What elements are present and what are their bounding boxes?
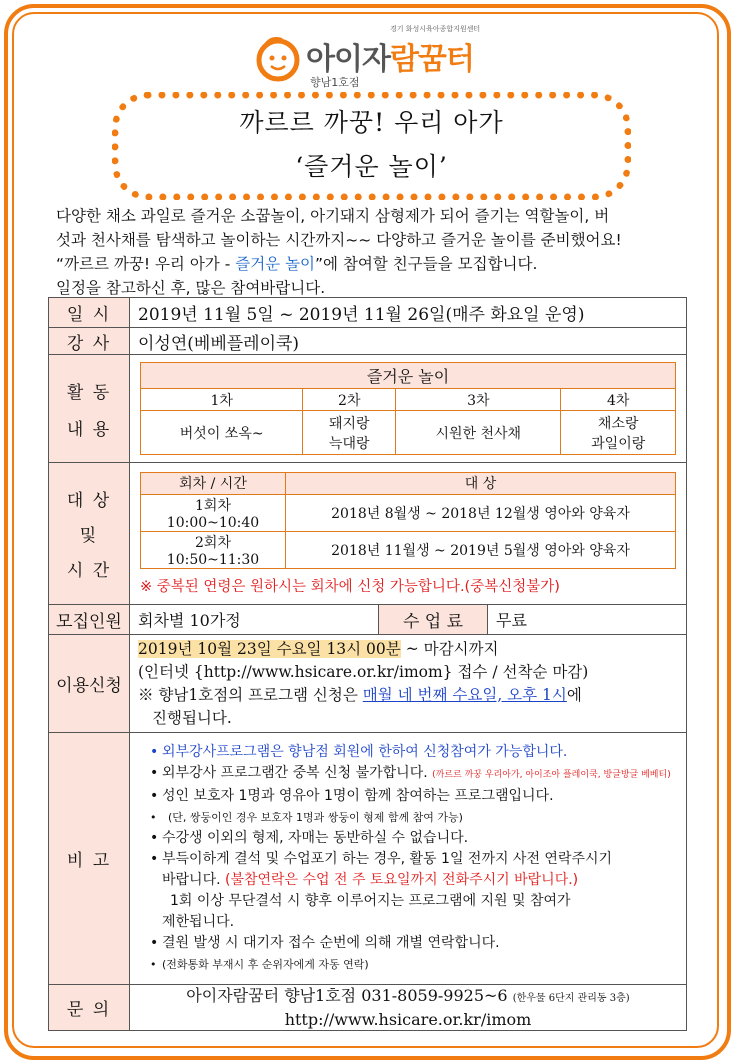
target-cell-value: 2018년 11월생 ~ 2019년 5월생 영아와 양육자 <box>286 531 676 568</box>
activity-round: 3차 <box>396 389 561 411</box>
activity-item: 채소랑 과일이랑 <box>561 411 676 455</box>
list-item: • 외부강사프로그램은 향남점 회원에 한하여 신청참여가 가능합니다. <box>162 742 678 763</box>
apply-line: ※ 향남1호점의 프로그램 신청은 매월 네 번째 수요일, 오후 1시에 <box>138 685 582 704</box>
activity-label: 활 동 내 용 <box>49 355 130 463</box>
notes-label: 비 고 <box>49 733 130 985</box>
contact-address: (한우물 6단지 관리동 3층) <box>512 993 630 1004</box>
intro-line: 섯과 천사채를 탐색하고 놀이하는 시간까지~~ 다양하고 즐거운 놀이를 준비했어요! <box>56 231 622 249</box>
activity-round: 2차 <box>303 389 396 411</box>
info-table <box>48 297 687 1031</box>
contact-cell <box>130 985 687 1031</box>
target-cell <box>130 463 687 605</box>
list-item: • 수강생 이외의 형제, 자매는 동반하실 수 없습니다. <box>162 828 678 849</box>
target-note: ※ 중복된 연령은 원하시는 회차에 신청 가능합니다.(중복신청불가) <box>140 578 560 595</box>
list-item: • 성인 보호자 1명과 영유아 1명이 함께 참여하는 프로그램입니다. <box>162 786 678 807</box>
activity-item: 버섯이 쏘옥~ <box>141 411 303 455</box>
date-label: 일 시 <box>49 298 130 328</box>
list-item: • 외부강사 프로그램간 중복 신청 불가합니다. (까르르 까꿍 우리아가, 아이조아 플레이쿡, 방글방글 베베티) <box>162 763 678 786</box>
fee-label: 수 업 료 <box>379 605 488 635</box>
target-col-target: 대 상 <box>286 472 676 494</box>
activity-header: 즐거운 놀이 <box>141 363 676 389</box>
list-item-sub: • (전화통화 부재시 후 순위자에게 자동 연락) <box>162 954 678 975</box>
notes-cell <box>130 733 687 985</box>
apply-line: (인터넷 {http://www.hsicare.or.kr/imom} 접수 / 선착순 마감) <box>138 662 589 681</box>
title-line1: 까르르 까꿍! 우리 아가 <box>239 108 504 137</box>
contact-label: 문 의 <box>49 985 130 1031</box>
activity-round: 1차 <box>141 389 303 411</box>
activity-table <box>140 362 676 455</box>
instructor-label: 강 사 <box>49 328 130 355</box>
title-line2: ‘즐거운 놀이’ <box>295 152 448 181</box>
apply-schedule-link: 매월 네 번째 수요일, 오후 1시 <box>362 685 567 704</box>
recruit-value: 회차별 10가정 <box>130 605 379 635</box>
table-row <box>141 494 676 531</box>
recruit-label: 모집인원 <box>49 605 130 635</box>
contact-phone: 아이자람꿈터 향남1호점 031-8059-9925~6 <box>186 986 508 1005</box>
branch-name: 향남1호점 <box>310 76 360 89</box>
activity-cell <box>130 355 687 463</box>
target-label: 대 상 및 시 간 <box>49 463 130 605</box>
title-box <box>112 92 631 200</box>
apply-line: 진행됩니다. <box>152 708 232 727</box>
apply-label: 이용신청 <box>49 635 130 733</box>
target-col-session: 회차 / 시간 <box>141 472 286 494</box>
list-item-sub: • (단, 쌍둥이인 경우 보호자 1명과 쌍둥이 형제 함께 참여 가능) <box>162 807 678 828</box>
center-logo <box>254 22 494 92</box>
notes-list <box>148 742 678 975</box>
activity-item: 돼지랑 늑대랑 <box>303 411 396 455</box>
date-value: 2019년 11월 5일 ~ 2019년 11월 26일(매주 화요일 운영) <box>130 298 687 328</box>
intro-line: 일정을 참고하신 후, 많은 참여바랍니다. <box>56 279 326 297</box>
brand-name: 아이자람꿈터 <box>306 42 474 77</box>
instructor-value: 이성연(베베플레이쿡) <box>130 328 687 355</box>
table-row <box>141 531 676 568</box>
intro-line: 다양한 채소 과일로 즐거운 소꿉놀이, 아기돼지 삼형제가 되어 즐기는 역할놀이, 버 <box>56 207 610 225</box>
activity-item: 시원한 천사채 <box>396 411 561 455</box>
target-cell-value: 2018년 8월생 ~ 2018년 12월생 영아와 양육자 <box>286 494 676 531</box>
org-name: 경기 화성시육아종합지원센터 <box>390 25 481 33</box>
intro-text <box>56 204 686 300</box>
apply-line: ~ 마감시까지 <box>400 639 499 658</box>
activity-round: 4차 <box>561 389 676 411</box>
fee-value: 무료 <box>488 605 687 635</box>
target-table <box>140 472 676 569</box>
apply-date: 2019년 10월 23일 수요일 13시 00분 <box>138 639 401 658</box>
list-item: • 결원 발생 시 대기자 접수 순번에 의해 개별 연락합니다. <box>162 933 678 954</box>
list-item: • 부득이하게 결석 및 수업포기 하는 경우, 활동 1일 전까지 사전 연락주시기 바랍니다. (불참연락은 수업 전 주 토요일까지 전화주시기 바랍니다.) 1회 이상 무단결석 시 향후 이루어지는 프로그램에 지원 및 참여가 제한됩니다. <box>162 849 678 933</box>
child-face-icon <box>254 34 302 82</box>
intro-line: “까르르 까꿍! 우리 아가 - 즐거운 놀이”에 참여할 친구들을 모집합니다. <box>56 255 538 273</box>
session-cell: 2회차 10:50~11:30 <box>141 531 286 568</box>
apply-cell <box>130 635 687 733</box>
contact-url: http://www.hsicare.or.kr/imom <box>284 1010 532 1029</box>
session-cell: 1회차 10:00~10:40 <box>141 494 286 531</box>
